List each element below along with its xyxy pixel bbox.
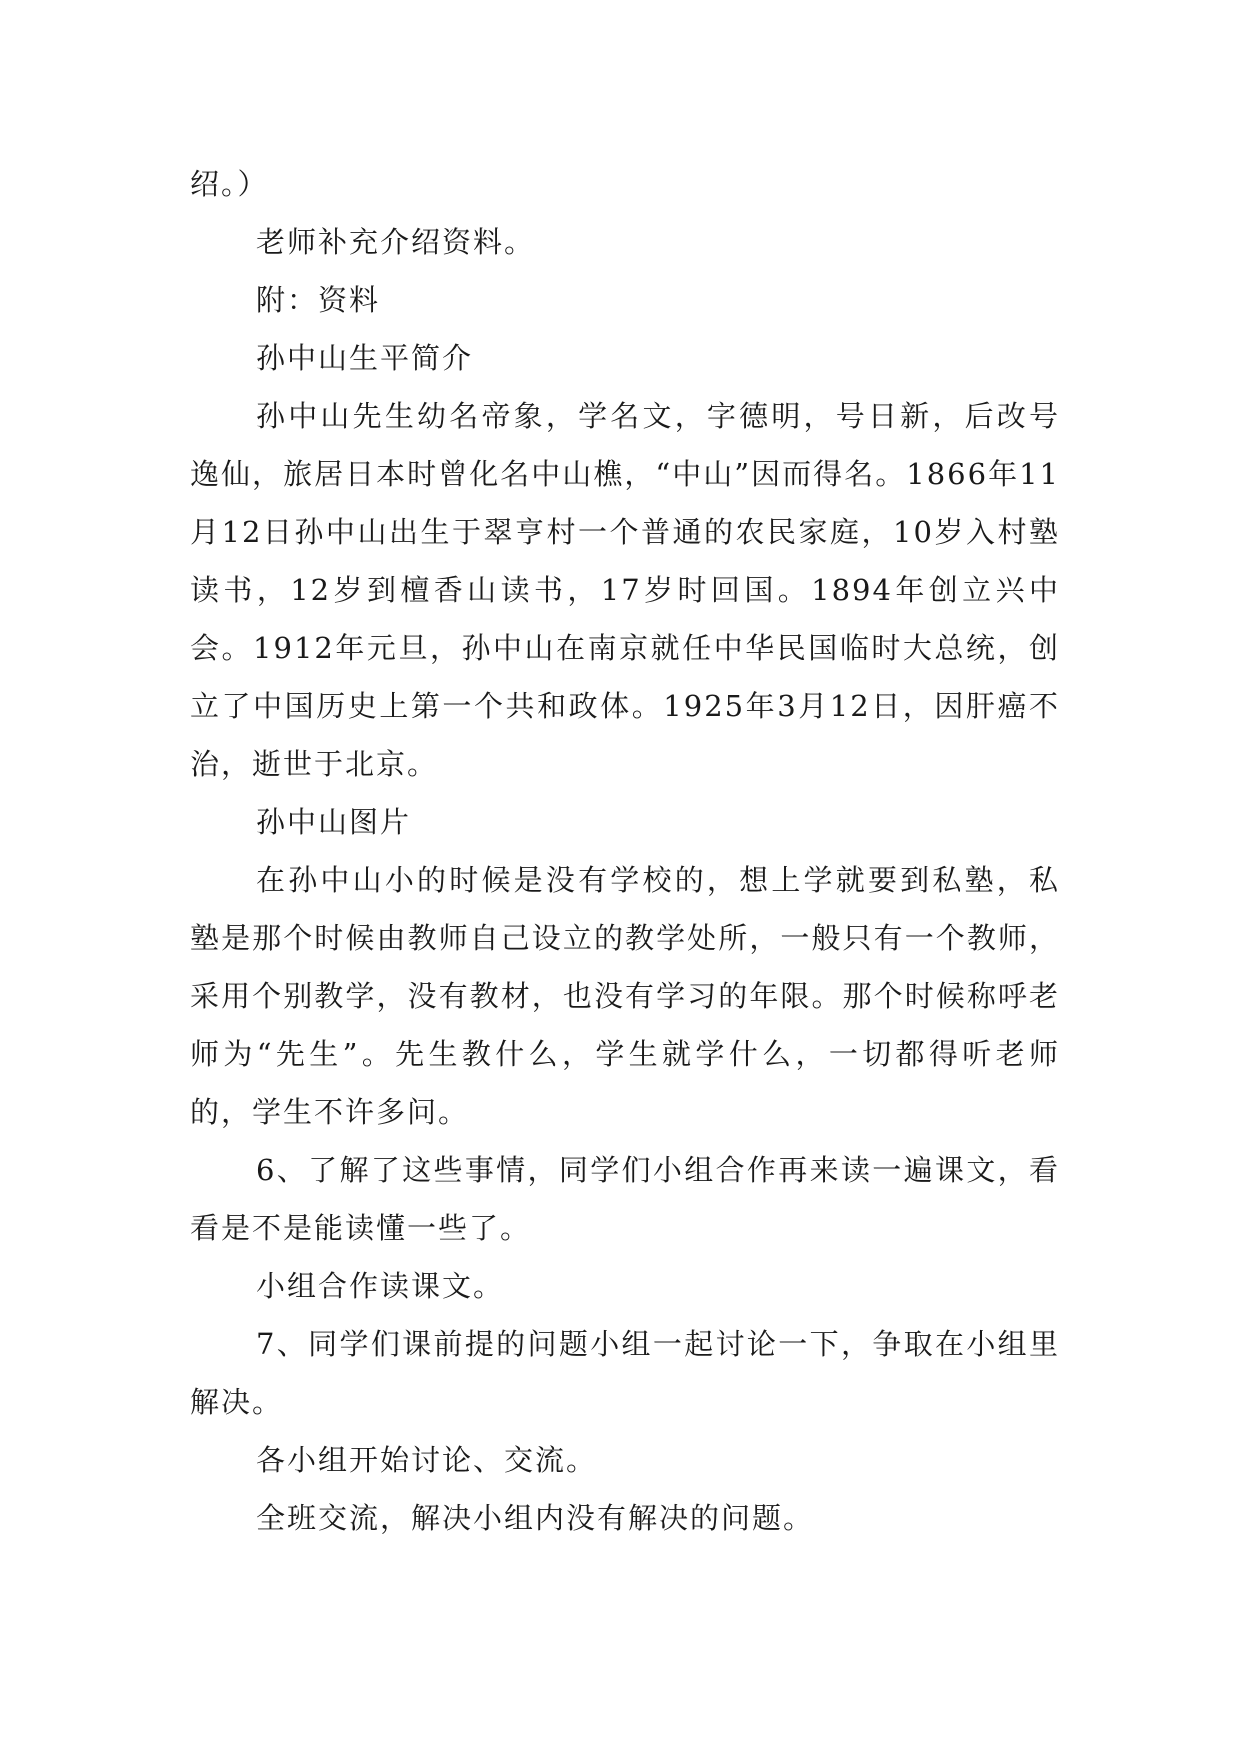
paragraph: 6、了解了这些事情，同学们小组合作再来读一遍课文，看看是不是能读懂一些了。 bbox=[190, 1153, 1060, 1245]
paragraph: 7、同学们课前提的问题小组一起讨论一下，争取在小组里解决。 bbox=[190, 1327, 1060, 1419]
section-heading: 孙中山生平简介 bbox=[256, 341, 474, 375]
paragraph: 附：资料 bbox=[256, 283, 381, 317]
section-heading: 孙中山图片 bbox=[256, 805, 412, 839]
paragraph: 小组合作读课文。 bbox=[256, 1269, 505, 1303]
paragraph: 老师补充介绍资料。 bbox=[256, 225, 536, 259]
paragraph-continuation: 绍。） bbox=[190, 167, 269, 201]
document-body bbox=[190, 155, 1060, 1547]
paragraph: 在孙中山小的时候是没有学校的，想上学就要到私塾，私塾是那个时候由教师自己设立的教学处所，一般只有一个教师，采用个别教学，没有教材，也没有学习的年限。那个时候称呼老师为“先生”。先生教什么，学生就学什么，一切都得听老师的，学生不许多问。 bbox=[190, 863, 1060, 1129]
paragraph: 孙中山先生幼名帝象，学名文，字德明，号日新，后改号逸仙，旅居日本时曾化名中山樵，“中山”因而得名。1866年11月12日孙中山出生于翠亨村一个普通的农民家庭，10岁入村塾读书，12岁到檀香山读书，17岁时回国。1894年创立兴中会。1912年元旦，孙中山在南京就任中华民国临时大总统，创立了中国历史上第一个共和政体。1925年3月12日，因肝癌不治，逝世于北京。 bbox=[190, 399, 1060, 781]
paragraph: 全班交流，解决小组内没有解决的问题。 bbox=[256, 1501, 815, 1535]
paragraph: 各小组开始讨论、交流。 bbox=[256, 1443, 598, 1477]
